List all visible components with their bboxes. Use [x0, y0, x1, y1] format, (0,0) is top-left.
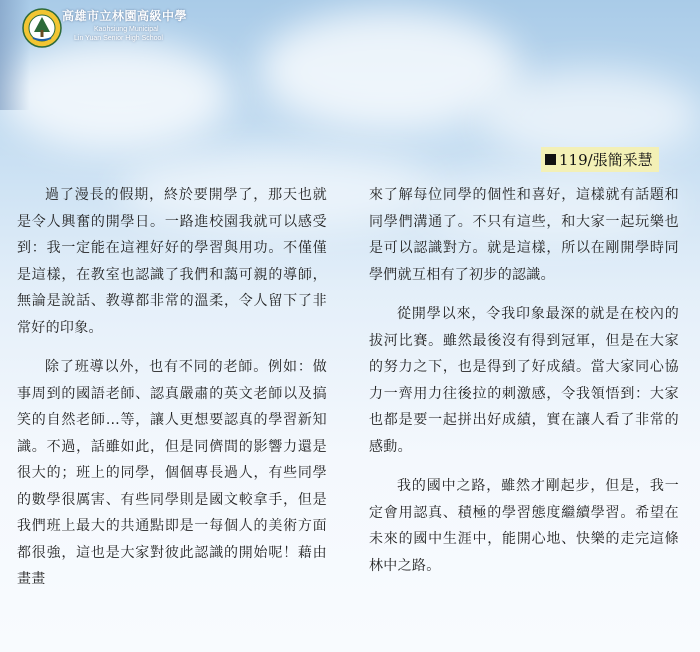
author-byline [541, 147, 659, 172]
article-left-column [17, 182, 327, 606]
paragraph: 過了漫長的假期，終於要開學了，那天也就是令人興奮的開學日。一路進校園我就可以感受到：我一定能在這裡好好的學習與用功。不僅僅是這樣，在教室也認識了我們和藹可親的導師，無論是說話、教導都非常的溫柔，令人留下了非常好的印象。 [17, 187, 327, 336]
square-bullet-icon [545, 154, 556, 165]
article-right-column [369, 182, 679, 592]
paragraph: 除了班導以外，也有不同的老師。例如：做事周到的國語老師、認真嚴肅的英文老師以及搞笑的自然老師…等，讓人更想要認真的學習新知識。不過，話雖如此，但是同儕間的影響力還是很大的；班上的同學，個個專長過人，有些同學的數學很厲害、有些同學則是國文較拿手，但是我們班上最大的共通點即是一每個人的美術方面都很強，這也是大家對彼此認識的開始呢！藉由畫畫 [17, 359, 327, 587]
author-byline-text: 119/張簡釆慧 [559, 151, 653, 169]
school-name-zh: 高雄市立林園高級中學 [62, 9, 188, 23]
sky-cloud [0, 40, 230, 150]
school-name-en-line1: Kaohsiung Municipal [94, 26, 159, 34]
school-name-en-line2: Lin Yuan Senior High School [74, 34, 163, 42]
paragraph: 我的國中之路，雖然才剛起步，但是，我一定會用認真、積極的學習態度繼續學習。希望在未來的國中生涯中，能開心地、快樂的走完這條林中之路。 [369, 478, 679, 574]
school-name [62, 9, 188, 43]
paragraph: 來了解每位同學的個性和喜好，這樣就有話題和同學們溝通了。不只有這些，和大家一起玩樂也是可以認識對方。就是這樣，所以在剛開學時同學們就互相有了初步的認識。 [369, 187, 679, 283]
school-logo-icon [22, 8, 62, 48]
paragraph: 從開學以來，令我印象最深的就是在校內的拔河比賽。雖然最後沒有得到冠軍，但是在大家的努力之下，也是得到了好成績。當大家同心協力一齊用力往後拉的刺激感，令我領悟到：大家也都是要一起拼出好成績，實在讓人看了非常的感動。 [369, 306, 679, 455]
